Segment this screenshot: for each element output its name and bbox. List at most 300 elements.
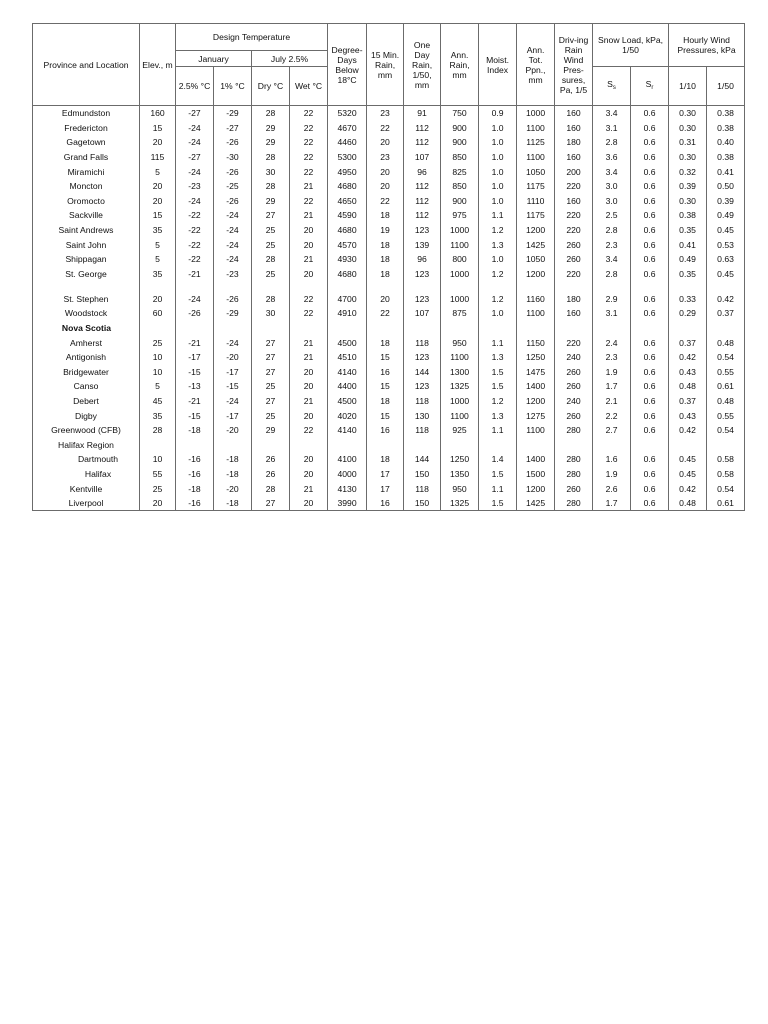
table-cell: 825 <box>441 164 479 179</box>
table-cell: 91 <box>404 106 441 121</box>
table-cell: 1.4 <box>479 452 517 467</box>
table-cell: 1000 <box>517 106 555 121</box>
location-name: Sackville <box>33 208 140 223</box>
table-cell: -29 <box>214 106 252 121</box>
table-cell: 123 <box>404 350 441 365</box>
location-name: Gagetown <box>33 135 140 150</box>
table-cell: 0.42 <box>669 350 707 365</box>
table-cell: 4930 <box>328 252 367 267</box>
climate-data-table <box>32 23 745 511</box>
table-cell: 0.54 <box>707 481 745 496</box>
table-cell: 25 <box>252 379 290 394</box>
table-cell <box>441 321 479 336</box>
table-cell: 21 <box>290 179 328 194</box>
table-cell: 1.3 <box>479 350 517 365</box>
table-cell: 160 <box>140 106 176 121</box>
table-cell: 1.9 <box>593 365 631 380</box>
elevation-header: Elev., m <box>140 24 176 106</box>
table-cell: 975 <box>441 208 479 223</box>
table-cell: 0.48 <box>707 394 745 409</box>
table-cell: 0.38 <box>707 106 745 121</box>
table-cell: -17 <box>214 365 252 380</box>
table-cell: 2.8 <box>593 267 631 282</box>
table-row <box>33 423 745 438</box>
table-cell: -24 <box>214 237 252 252</box>
table-cell: 1425 <box>517 496 555 511</box>
table-row <box>33 437 745 452</box>
table-cell: 0.6 <box>631 423 669 438</box>
table-cell: 21 <box>290 350 328 365</box>
table-cell: 200 <box>555 164 593 179</box>
design-temperature-header: Design Temperature <box>176 24 328 51</box>
table-cell: 260 <box>555 481 593 496</box>
table-cell: 35 <box>140 223 176 238</box>
january-header: January <box>176 51 252 67</box>
table-row <box>33 335 745 350</box>
table-cell: -26 <box>214 194 252 209</box>
table-cell: 0.6 <box>631 306 669 321</box>
snow-ss-header <box>593 67 631 106</box>
table-cell: -24 <box>176 194 214 209</box>
table-row <box>33 223 745 238</box>
table-cell: 20 <box>290 365 328 380</box>
table-cell: 123 <box>404 281 441 306</box>
table-cell: -20 <box>214 350 252 365</box>
table-cell <box>367 437 404 452</box>
table-cell: 1.1 <box>479 481 517 496</box>
table-cell: 0.6 <box>631 208 669 223</box>
table-cell: 0.6 <box>631 194 669 209</box>
table-cell: 0.6 <box>631 135 669 150</box>
table-cell: 280 <box>555 467 593 482</box>
table-cell: 1350 <box>441 467 479 482</box>
table-cell: -22 <box>176 208 214 223</box>
table-cell <box>517 437 555 452</box>
july-dry-header: Dry °C <box>252 67 290 106</box>
table-row <box>33 164 745 179</box>
table-cell: 1110 <box>517 194 555 209</box>
table-cell: -23 <box>214 267 252 282</box>
table-cell: 29 <box>252 121 290 136</box>
table-cell: 0.42 <box>669 481 707 496</box>
table-cell <box>441 437 479 452</box>
table-cell: 1.9 <box>593 467 631 482</box>
table-cell <box>669 437 707 452</box>
table-cell: 18 <box>367 335 404 350</box>
table-cell: 4140 <box>328 423 367 438</box>
table-cell: 1125 <box>517 135 555 150</box>
table-body <box>33 106 745 511</box>
table-cell: 1.1 <box>479 335 517 350</box>
table-cell: 0.30 <box>669 106 707 121</box>
table-cell <box>631 321 669 336</box>
table-cell: -25 <box>214 179 252 194</box>
table-cell: 3.0 <box>593 179 631 194</box>
table-cell: 950 <box>441 335 479 350</box>
table-cell: 28 <box>252 179 290 194</box>
table-cell: 25 <box>252 267 290 282</box>
table-cell: 1.7 <box>593 379 631 394</box>
table-cell: 1100 <box>517 306 555 321</box>
table-cell <box>367 321 404 336</box>
table-cell: 0.6 <box>631 452 669 467</box>
table-cell: 15 <box>367 408 404 423</box>
table-cell <box>404 321 441 336</box>
table-cell: 1325 <box>441 379 479 394</box>
jan-25-header: 2.5% °C <box>176 67 214 106</box>
table-cell: -20 <box>214 481 252 496</box>
table-cell: 29 <box>252 194 290 209</box>
table-cell: 20 <box>367 135 404 150</box>
table-cell: 20 <box>367 164 404 179</box>
table-cell: 144 <box>404 365 441 380</box>
table-cell: 16 <box>367 423 404 438</box>
table-cell: 112 <box>404 194 441 209</box>
table-cell: 15 <box>140 208 176 223</box>
table-cell: 850 <box>441 179 479 194</box>
table-cell: 1300 <box>441 365 479 380</box>
table-cell: 0.58 <box>707 452 745 467</box>
table-cell: 1000 <box>441 394 479 409</box>
table-cell: 1.0 <box>479 164 517 179</box>
table-row <box>33 121 745 136</box>
table-row <box>33 208 745 223</box>
location-name: Edmundston <box>33 106 140 121</box>
table-cell: -27 <box>176 150 214 165</box>
table-cell: 25 <box>252 408 290 423</box>
table-row <box>33 135 745 150</box>
table-cell: -26 <box>214 164 252 179</box>
table-cell: 18 <box>367 452 404 467</box>
table-cell: 0.6 <box>631 467 669 482</box>
table-cell: -18 <box>176 423 214 438</box>
table-cell: 0.54 <box>707 350 745 365</box>
table-row <box>33 452 745 467</box>
table-cell: 0.30 <box>669 194 707 209</box>
location-name: Bridgewater <box>33 365 140 380</box>
table-cell: 1.6 <box>593 452 631 467</box>
table-cell: -26 <box>176 306 214 321</box>
table-cell: 0.61 <box>707 496 745 511</box>
table-cell: 27 <box>252 365 290 380</box>
table-cell: 3.1 <box>593 121 631 136</box>
table-cell: 4500 <box>328 335 367 350</box>
table-cell: 1200 <box>517 223 555 238</box>
table-cell: 260 <box>555 252 593 267</box>
table-row <box>33 150 745 165</box>
table-row <box>33 194 745 209</box>
table-cell: 15 <box>367 379 404 394</box>
table-cell: 0.54 <box>707 423 745 438</box>
table-cell: 28 <box>252 481 290 496</box>
table-cell: 22 <box>367 306 404 321</box>
driving-rain-header: Driv-ing Rain Wind Pres-sures, Pa, 1/5 <box>555 24 593 106</box>
table-cell <box>555 321 593 336</box>
location-name: Woodstock <box>33 306 140 321</box>
table-cell: 18 <box>367 208 404 223</box>
table-cell: 27 <box>252 350 290 365</box>
table-cell: 2.9 <box>593 281 631 306</box>
table-cell: 0.32 <box>669 164 707 179</box>
table-cell: -24 <box>214 252 252 267</box>
table-cell: 0.58 <box>707 467 745 482</box>
table-cell: -16 <box>176 496 214 511</box>
table-cell: 1.0 <box>479 179 517 194</box>
table-row <box>33 365 745 380</box>
table-cell: 1160 <box>517 281 555 306</box>
location-name: Greenwood (CFB) <box>33 423 140 438</box>
table-cell: 900 <box>441 194 479 209</box>
table-cell: -21 <box>176 394 214 409</box>
table-cell: 112 <box>404 121 441 136</box>
table-cell: -26 <box>214 281 252 306</box>
location-name: Moncton <box>33 179 140 194</box>
table-cell: 4590 <box>328 208 367 223</box>
table-cell: 1175 <box>517 179 555 194</box>
table-cell: 26 <box>252 452 290 467</box>
table-cell: 1425 <box>517 237 555 252</box>
table-cell: 2.7 <box>593 423 631 438</box>
location-name: Canso <box>33 379 140 394</box>
table-cell: 1100 <box>441 237 479 252</box>
table-cell: 96 <box>404 164 441 179</box>
table-cell: 21 <box>290 208 328 223</box>
table-cell: 0.45 <box>707 267 745 282</box>
table-cell <box>252 321 290 336</box>
table-cell <box>214 321 252 336</box>
table-cell: 1.3 <box>479 237 517 252</box>
table-cell: 160 <box>555 106 593 121</box>
table-cell <box>555 437 593 452</box>
table-cell: 19 <box>367 223 404 238</box>
table-cell: 30 <box>252 306 290 321</box>
table-cell: 22 <box>290 423 328 438</box>
table-cell: 1150 <box>517 335 555 350</box>
table-cell: 260 <box>555 237 593 252</box>
table-cell: -15 <box>176 365 214 380</box>
degree-days-header: Degree-Days Below 18°C <box>328 24 367 106</box>
table-header <box>33 24 745 106</box>
table-cell: 118 <box>404 335 441 350</box>
table-cell: 22 <box>290 121 328 136</box>
table-cell: 22 <box>290 106 328 121</box>
table-cell: 0.6 <box>631 150 669 165</box>
table-row <box>33 321 745 336</box>
table-cell: -24 <box>214 394 252 409</box>
table-cell: 5 <box>140 237 176 252</box>
table-cell: 1100 <box>517 150 555 165</box>
table-cell: 3.0 <box>593 194 631 209</box>
snow-sr-header <box>631 67 669 106</box>
table-cell: 4570 <box>328 237 367 252</box>
table-cell: -22 <box>176 237 214 252</box>
table-cell: 20 <box>290 267 328 282</box>
table-cell: 20 <box>290 223 328 238</box>
table-cell: 0.45 <box>669 467 707 482</box>
table-cell: 0.43 <box>669 365 707 380</box>
table-cell: 280 <box>555 452 593 467</box>
table-cell: -29 <box>214 306 252 321</box>
table-cell: 21 <box>290 252 328 267</box>
table-cell: 23 <box>367 150 404 165</box>
table-cell: 1.2 <box>479 281 517 306</box>
table-cell: 1.3 <box>479 408 517 423</box>
table-cell: 240 <box>555 350 593 365</box>
table-cell: 22 <box>367 194 404 209</box>
table-cell: 4130 <box>328 481 367 496</box>
table-cell: 0.41 <box>707 164 745 179</box>
table-cell: -27 <box>176 106 214 121</box>
table-cell <box>593 437 631 452</box>
table-cell: 2.6 <box>593 481 631 496</box>
table-cell: 220 <box>555 208 593 223</box>
table-cell: 2.8 <box>593 135 631 150</box>
table-cell: 1050 <box>517 252 555 267</box>
table-cell <box>176 321 214 336</box>
table-cell: 5 <box>140 379 176 394</box>
table-cell: 0.49 <box>707 208 745 223</box>
july-wet-header: Wet °C <box>290 67 328 106</box>
table-cell: 1275 <box>517 408 555 423</box>
table-cell: 0.6 <box>631 121 669 136</box>
table-cell: 850 <box>441 150 479 165</box>
table-cell: 0.6 <box>631 394 669 409</box>
table-cell: 27 <box>252 496 290 511</box>
table-cell: 1100 <box>441 408 479 423</box>
table-cell: 20 <box>140 135 176 150</box>
table-cell: 0.55 <box>707 408 745 423</box>
table-cell: 1325 <box>441 496 479 511</box>
table-cell: 20 <box>140 281 176 306</box>
table-cell: 2.5 <box>593 208 631 223</box>
table-cell: 1.5 <box>479 467 517 482</box>
table-cell: 925 <box>441 423 479 438</box>
table-cell: 0.37 <box>707 306 745 321</box>
table-cell: 1.0 <box>479 194 517 209</box>
table-cell <box>290 437 328 452</box>
table-cell: 4020 <box>328 408 367 423</box>
table-row <box>33 179 745 194</box>
table-cell: 15 <box>367 350 404 365</box>
table-cell: 0.38 <box>707 150 745 165</box>
table-cell: 10 <box>140 350 176 365</box>
table-cell: -17 <box>214 408 252 423</box>
table-cell: -23 <box>176 179 214 194</box>
table-cell: 18 <box>367 252 404 267</box>
july-header: July 2.5% <box>252 51 328 67</box>
table-cell: 130 <box>404 408 441 423</box>
wind-1-10-header: 1/10 <box>669 67 707 106</box>
location-name: Saint Andrews <box>33 223 140 238</box>
table-cell: 1.0 <box>479 121 517 136</box>
table-cell: 180 <box>555 135 593 150</box>
sr-symbol: S <box>645 79 652 89</box>
table-row <box>33 106 745 121</box>
table-row <box>33 350 745 365</box>
table-cell: 4510 <box>328 350 367 365</box>
table-cell: -16 <box>176 452 214 467</box>
table-cell: 27 <box>252 335 290 350</box>
table-cell: 3.4 <box>593 106 631 121</box>
table-cell: 107 <box>404 306 441 321</box>
table-cell: 20 <box>290 379 328 394</box>
table-row <box>33 379 745 394</box>
table-cell: -16 <box>176 467 214 482</box>
table-cell <box>140 437 176 452</box>
table-cell: 3990 <box>328 496 367 511</box>
location-name: Fredericton <box>33 121 140 136</box>
table-cell: 0.38 <box>707 121 745 136</box>
table-row <box>33 394 745 409</box>
table-cell: 1050 <box>517 164 555 179</box>
annual-rain-header: Ann. Rain, mm <box>441 24 479 106</box>
table-cell <box>707 437 745 452</box>
table-cell: 0.39 <box>669 179 707 194</box>
table-cell: 0.6 <box>631 335 669 350</box>
table-cell: -24 <box>214 223 252 238</box>
table-row <box>33 496 745 511</box>
table-cell: 1475 <box>517 365 555 380</box>
table-cell: 2.8 <box>593 223 631 238</box>
table-cell: 0.48 <box>707 335 745 350</box>
table-cell: 3.6 <box>593 150 631 165</box>
table-cell: -24 <box>214 335 252 350</box>
table-cell: 750 <box>441 106 479 121</box>
table-cell: 4400 <box>328 379 367 394</box>
table-cell: 112 <box>404 135 441 150</box>
table-cell: 28 <box>140 423 176 438</box>
table-cell: -20 <box>214 423 252 438</box>
table-cell: 115 <box>140 150 176 165</box>
table-cell: 5320 <box>328 106 367 121</box>
location-name: Grand Falls <box>33 150 140 165</box>
table-cell: 123 <box>404 379 441 394</box>
table-cell: 240 <box>555 394 593 409</box>
table-cell: 0.6 <box>631 106 669 121</box>
table-cell: 16 <box>367 365 404 380</box>
table-cell: 25 <box>252 237 290 252</box>
table-cell: 3.4 <box>593 164 631 179</box>
location-name: St. Stephen <box>33 281 140 306</box>
location-header: Province and Location <box>33 24 140 106</box>
table-cell: 0.30 <box>669 150 707 165</box>
table-cell: 1000 <box>441 223 479 238</box>
table-cell: 3.1 <box>593 306 631 321</box>
table-cell: 4650 <box>328 194 367 209</box>
table-cell <box>593 321 631 336</box>
table-cell: 0.6 <box>631 350 669 365</box>
table-cell: 22 <box>290 281 328 306</box>
table-cell: 0.41 <box>669 237 707 252</box>
table-cell: 17 <box>367 481 404 496</box>
table-cell: 28 <box>252 106 290 121</box>
snow-load-header: Snow Load, kPa, 1/50 <box>593 24 669 67</box>
table-cell: 5 <box>140 252 176 267</box>
table-cell: 900 <box>441 121 479 136</box>
table-cell: 0.45 <box>707 223 745 238</box>
table-cell: 15 <box>140 121 176 136</box>
table-cell: 1.1 <box>479 423 517 438</box>
table-cell: 20 <box>140 496 176 511</box>
table-cell: 1250 <box>441 452 479 467</box>
table-row <box>33 281 745 306</box>
table-cell: 4950 <box>328 164 367 179</box>
table-cell: 1500 <box>517 467 555 482</box>
table-cell: 29 <box>252 423 290 438</box>
location-name: Antigonish <box>33 350 140 365</box>
table-cell: 4680 <box>328 267 367 282</box>
table-cell: 0.50 <box>707 179 745 194</box>
